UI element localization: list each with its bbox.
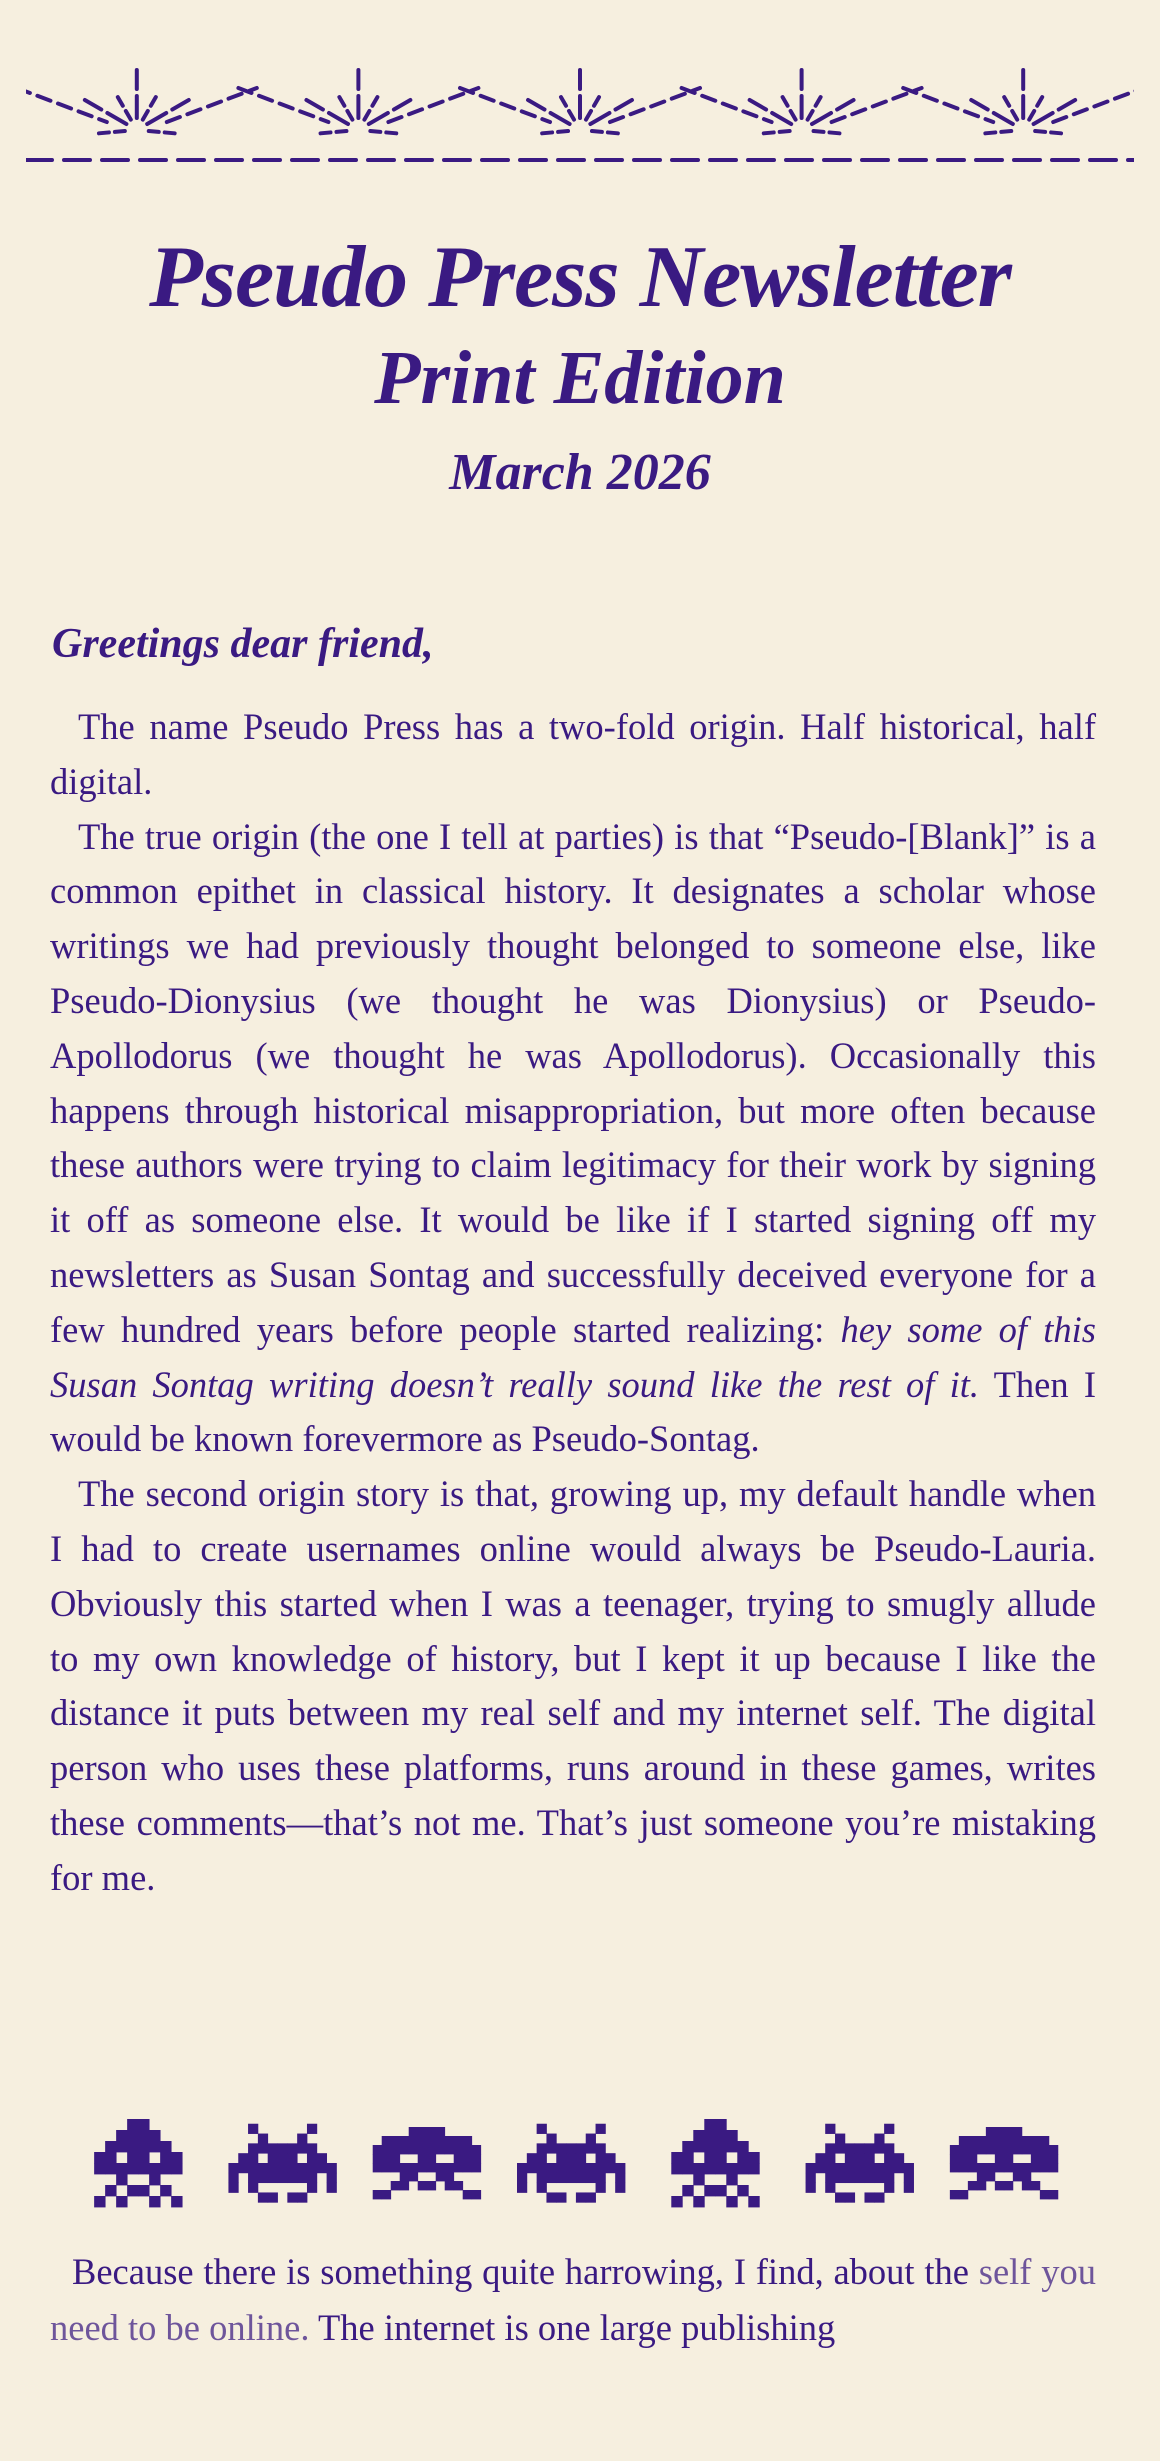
paragraph-2: [50, 810, 1096, 1468]
sunburst-icon: [460, 70, 700, 134]
masthead: [0, 228, 1160, 518]
sunburst-icon: [26, 70, 257, 134]
paragraph-2-end: Then I would be known forevermore as Pseudo-Sontag.: [50, 1363, 1096, 1460]
space-invader-octopus-icon: [950, 2127, 1058, 2199]
issue-date: March 2026: [449, 444, 711, 501]
paragraph-2-text: The true origin (the one I tell at parties) is that “Pseudo-[Blank]” is a common epithet in classical history. It designates a scholar whose writings we had previously thought belonged to someone else, like Pseudo-Dionysius (we thought he was Dionysius) or Pseudo-Apollodorus (we thought he was Apollodorus). Occasionally this happens through historical misappropriation, but more often because these authors were trying to claim legitimacy for their work by signing it off as someone else. It would be like if I started signing off my newsletters as Susan Sontag and successfully deceived everyone for a few hundred years before people started realizing:: [50, 815, 1096, 1350]
closing-text: [50, 2244, 1096, 2356]
sunburst-border: [26, 60, 1134, 170]
space-invader-octopus-icon: [373, 2127, 481, 2199]
greeting: Greetings dear friend,: [52, 621, 434, 667]
space-invader-crab-icon: [517, 2124, 625, 2203]
sunburst-icon: [903, 70, 1134, 134]
edition-subtitle: Print Edition: [374, 336, 786, 420]
space-invaders-divider: [66, 2116, 1076, 2210]
closing-line-2-faded: self you need to be online.: [50, 2251, 1097, 2348]
closing-line-2: The internet is one large publishing: [309, 2307, 836, 2348]
space-invader-crab-icon: [228, 2124, 336, 2203]
space-invader-crab-icon: [806, 2124, 914, 2203]
article-body: [50, 700, 1096, 1906]
closing-paragraph: [50, 2244, 1096, 2356]
newsletter-title: Pseudo Press Newsletter: [149, 229, 1011, 326]
sunburst-icon: [238, 70, 478, 134]
paragraph-3: The second origin story is that, growing up, my default handle when I had to create usernames online would always be Pseudo-Lauria. Obviously this started when I was a teenager, trying to smugly allude to my own knowledge of history, but I kept it up because I like the distance it puts between my real self and my internet self. The digital person who uses these platforms, runs around in these games, writes these comments—that’s not me. That’s just someone you’re mistaking for me.: [50, 1473, 1096, 1898]
closing-line-1: Because there is something quite harrowing, I find, about the: [72, 2251, 969, 2292]
paragraph-2-italic: hey some of this Susan Sontag writing doesn’t really sound like the rest of it.: [50, 1308, 1096, 1405]
sunburst-icon: [682, 70, 922, 134]
space-invader-squid-icon: [671, 2119, 759, 2207]
space-invader-squid-icon: [94, 2119, 182, 2207]
paragraph-1: The name Pseudo Press has a two-fold origin. Half historical, half digital.: [50, 706, 1096, 802]
